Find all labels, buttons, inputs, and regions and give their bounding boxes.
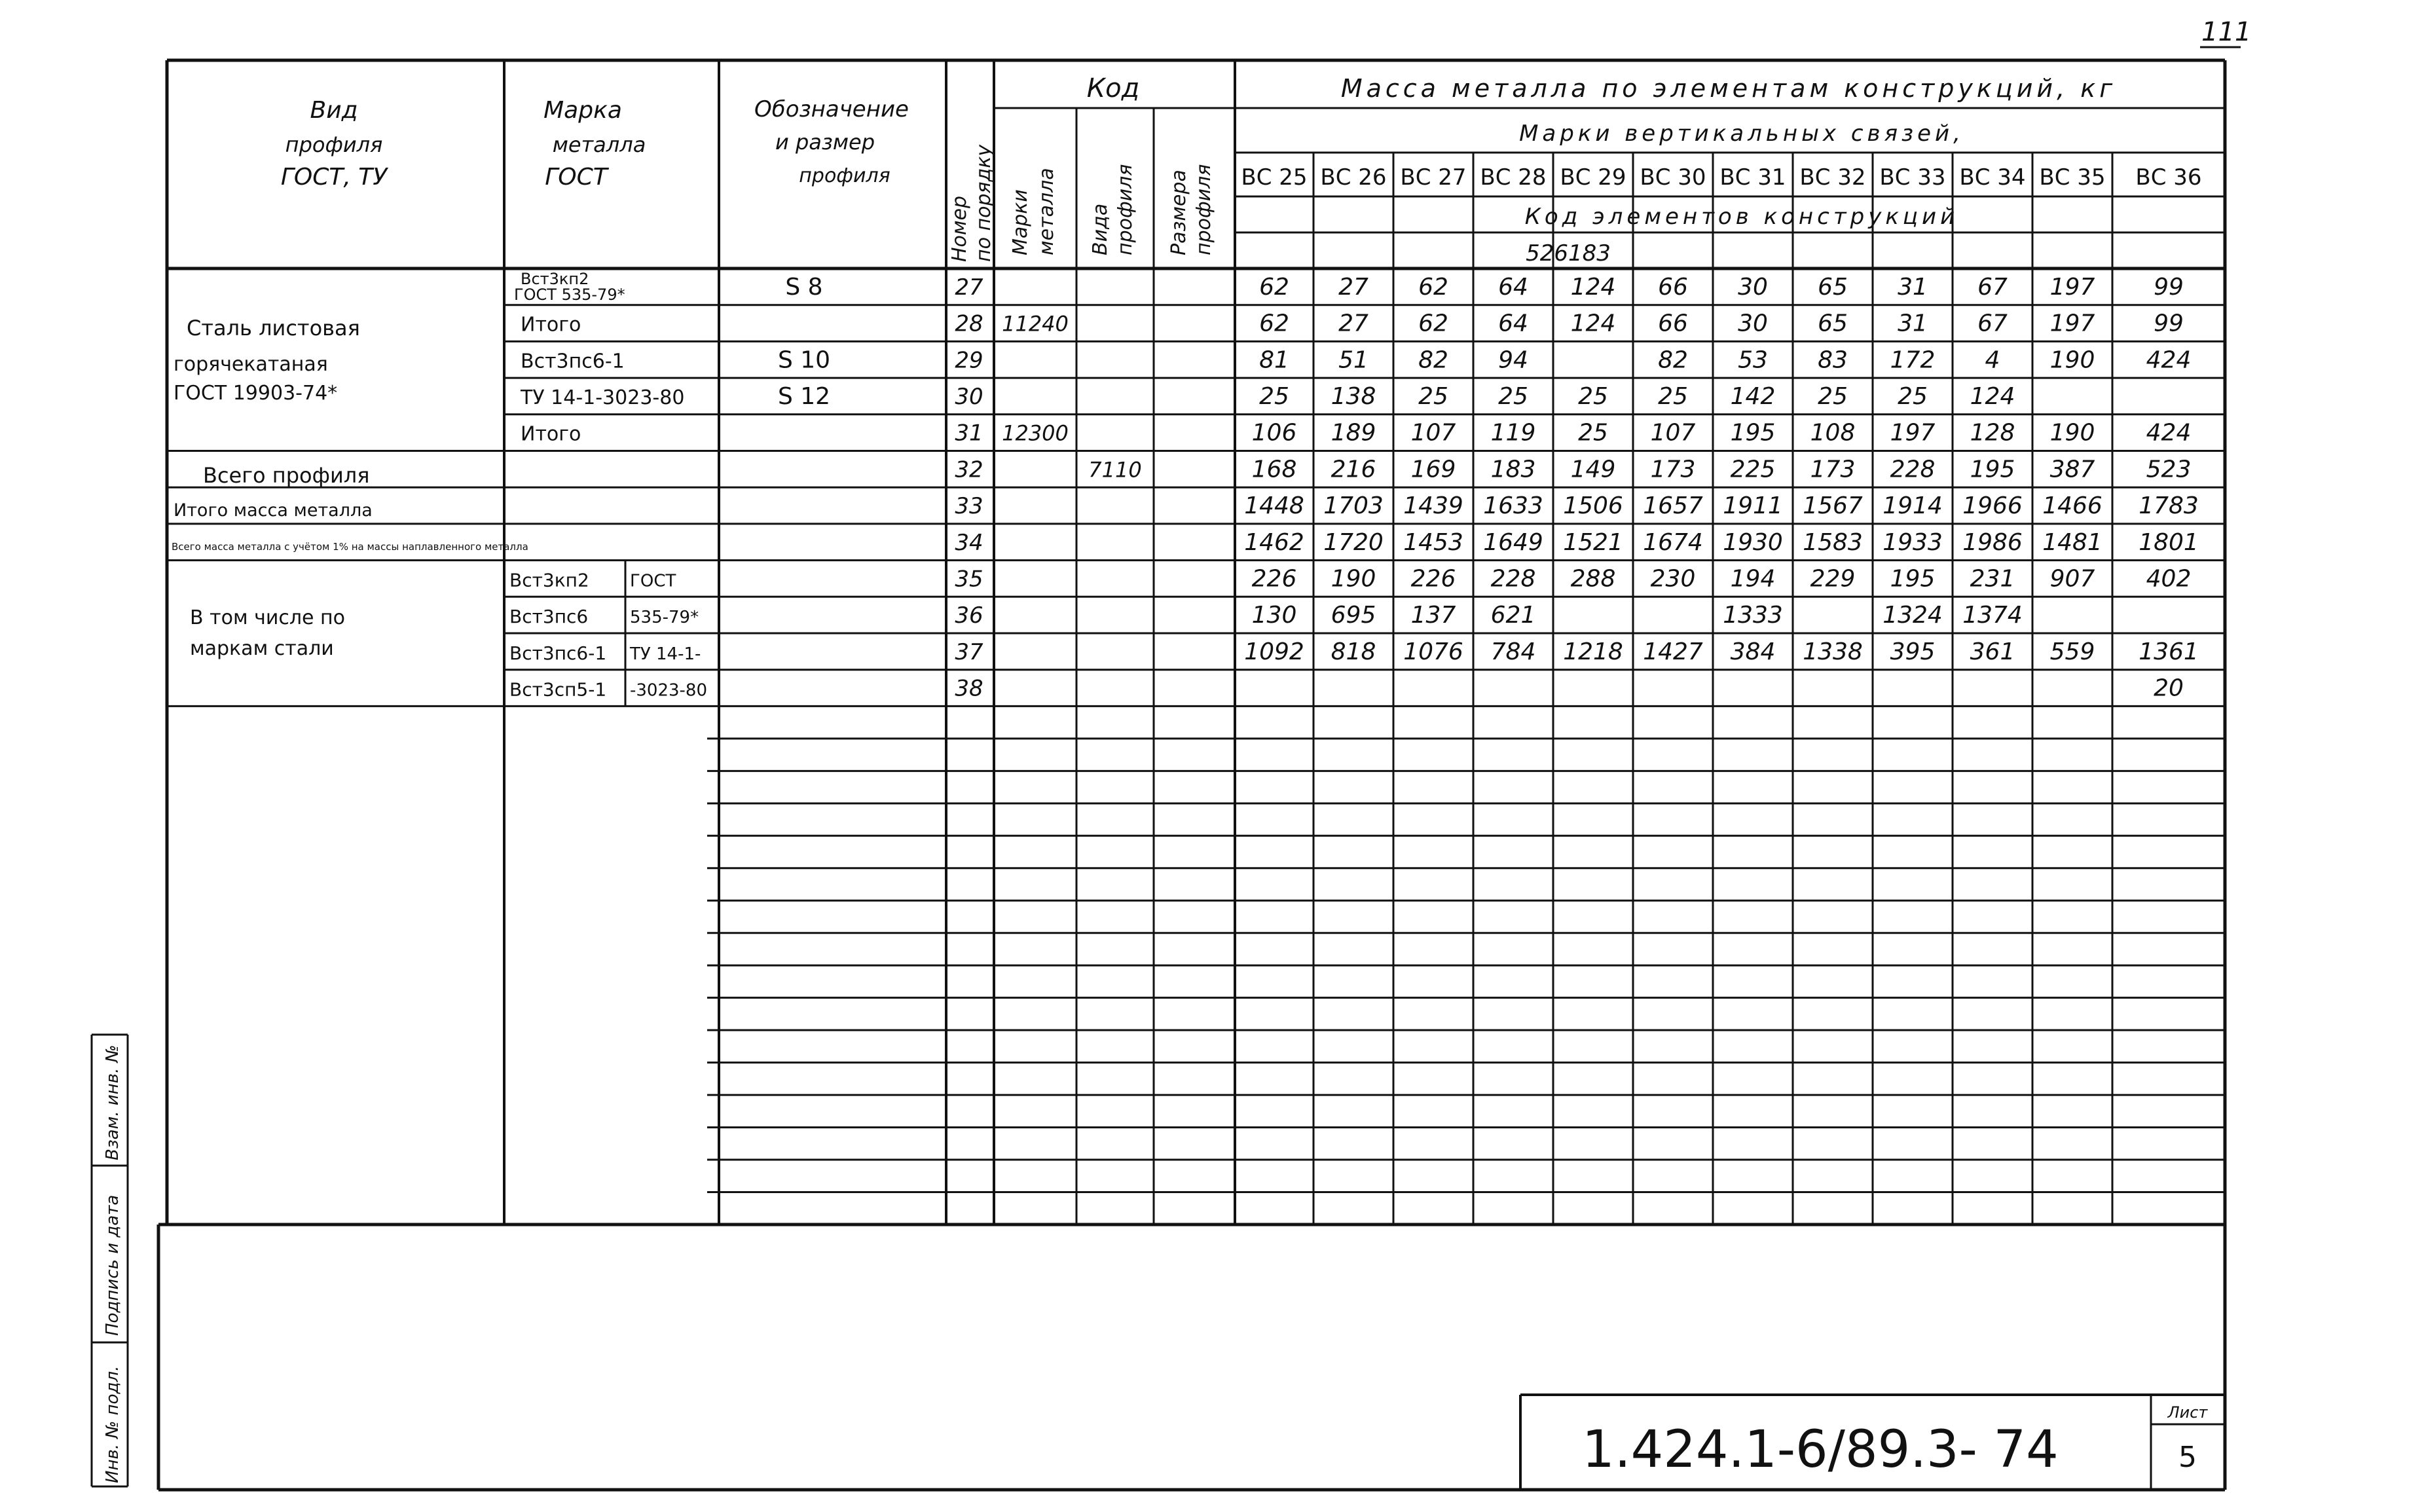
row-value: 31 [1898, 310, 1928, 337]
row-number: 35 [955, 566, 983, 593]
header-profile-type: Вид [310, 97, 358, 124]
row-value: 1076 [1403, 638, 1463, 665]
row-value: 1324 [1882, 602, 1943, 629]
row-grade: Итого [521, 422, 581, 446]
header-code-size: Размера [1167, 170, 1190, 255]
row-number: 32 [955, 456, 983, 483]
row-value: 94 [1498, 346, 1528, 374]
row-value: 784 [1490, 638, 1536, 665]
row-number: 27 [955, 274, 983, 301]
row-number: 37 [955, 638, 983, 665]
row-value: 1649 [1483, 528, 1543, 556]
stamp-replacement-no: Взам. инв. № [103, 1044, 122, 1160]
column-header-30: ВС 30 [1640, 164, 1706, 191]
row-value: 27 [1338, 310, 1368, 337]
row-value: 83 [1818, 346, 1848, 374]
row-value: 523 [2146, 456, 2192, 483]
row-number: 28 [955, 310, 983, 337]
row-grade-standard: ТУ 14-1- [630, 644, 701, 664]
row-value: 818 [1331, 638, 1376, 665]
row-designation: S 8 [785, 273, 823, 301]
group-steel-label: горячекатаная [174, 353, 328, 376]
row-value: 194 [1730, 565, 1776, 593]
sheet-label: Лист [2167, 1403, 2208, 1422]
row-value: 190 [2049, 419, 2095, 447]
column-header-27: ВС 27 [1400, 164, 1467, 191]
row-value: 195 [1970, 456, 2015, 483]
row-code-metal: 11240 [1002, 311, 1069, 337]
row-value: 1521 [1563, 528, 1623, 556]
row-grade: Вст3кп2 [509, 569, 589, 591]
header-profile-type: профиля [285, 132, 383, 157]
row-value: 64 [1498, 310, 1528, 337]
row-grade-standard: ГОСТ [630, 571, 676, 591]
row-value: 195 [1890, 565, 1936, 593]
row-value: 424 [2146, 346, 2192, 374]
row-grade: Вст3пс6-1 [521, 350, 625, 373]
row-value: 31 [1898, 273, 1928, 301]
row-value: 1703 [1323, 492, 1384, 520]
row-grade: Вст3пс6 [509, 606, 589, 628]
header-code-profile: Вида [1089, 203, 1112, 255]
row-value: 395 [1890, 638, 1936, 665]
row-value: 559 [2049, 638, 2095, 665]
row-value: 25 [1578, 382, 1608, 410]
row-value: 53 [1738, 346, 1768, 374]
row-value: 621 [1490, 602, 1536, 629]
header-code-profile: профиля [1114, 164, 1137, 255]
row-number: 31 [955, 420, 983, 447]
row-value: 82 [1418, 346, 1448, 374]
row-value: 1720 [1323, 528, 1384, 556]
row-value: 62 [1259, 273, 1289, 301]
row-value: 189 [1331, 419, 1376, 447]
header-row-number: по порядку [972, 144, 995, 262]
row-grade-standard: -3023-80 [630, 680, 708, 701]
row-value: 124 [1970, 382, 2015, 410]
stamp-inventory-no: Инв. № подл. [103, 1365, 122, 1483]
row-value: 99 [2154, 310, 2184, 337]
table-grid [92, 47, 2241, 1490]
header-code-metal: металла [1035, 168, 1058, 255]
row-value: 62 [1259, 310, 1289, 337]
row-grade-standard: 535-79* [630, 608, 699, 628]
row-value: 67 [1977, 273, 2008, 301]
row-value: 1338 [1803, 638, 1863, 665]
table-text [103, 17, 2251, 1483]
row-value: 288 [1570, 565, 1616, 593]
row-value: 1481 [2042, 528, 2103, 556]
row-value: 27 [1338, 273, 1368, 301]
row-value: 1427 [1643, 638, 1703, 665]
row-value: 1448 [1244, 492, 1304, 520]
row-value: 1657 [1643, 492, 1703, 520]
row-value: 99 [2154, 273, 2184, 301]
row-value: 1453 [1403, 528, 1463, 556]
row-number: 34 [955, 529, 983, 556]
row-value: 25 [1898, 382, 1928, 410]
row-value: 62 [1418, 310, 1448, 337]
group-by-grade: В том числе по [190, 606, 345, 629]
row-value: 67 [1977, 310, 2008, 337]
row-value: 137 [1410, 602, 1456, 629]
column-header-26: ВС 26 [1320, 164, 1387, 191]
group-by-grade: маркам стали [190, 637, 334, 660]
row-value: 907 [2049, 565, 2095, 593]
column-header-28: ВС 28 [1480, 164, 1547, 191]
row-value: 228 [1490, 565, 1536, 593]
row-value: 25 [1418, 382, 1448, 410]
row-value: 183 [1490, 456, 1536, 483]
row-value: 1674 [1643, 528, 1703, 556]
row-value: 1361 [2139, 638, 2199, 665]
row-value: 138 [1331, 382, 1376, 410]
row-value: 1333 [1723, 602, 1783, 629]
sheet-number-top: 111 [2201, 17, 2252, 47]
row-value: 1966 [1962, 492, 2023, 520]
row-value: 1914 [1882, 492, 1943, 520]
row-value: 65 [1818, 310, 1848, 337]
row-value: 1374 [1962, 602, 2023, 629]
column-header-32: ВС 32 [1799, 164, 1866, 191]
column-header-33: ВС 33 [1879, 164, 1946, 191]
row-value: 20 [2154, 674, 2184, 702]
row-value: 119 [1490, 419, 1536, 447]
row-grade: Итого [521, 313, 581, 337]
column-header-34: ВС 34 [1959, 164, 2026, 191]
row-grade: Вст3сп5-1 [509, 678, 607, 701]
column-header-25: ВС 25 [1241, 164, 1308, 191]
row-value: 172 [1890, 346, 1936, 374]
header-code-size: профиля [1192, 164, 1215, 255]
row-value: 1986 [1962, 528, 2023, 556]
row-value: 361 [1970, 638, 2015, 665]
row-value: 82 [1658, 346, 1688, 374]
row-value: 216 [1331, 456, 1376, 483]
row-value: 197 [1890, 419, 1936, 447]
header-mass-title: Масса металла по элементам конструкций, кг [1340, 74, 2117, 103]
header-code-metal: Марки [1009, 189, 1032, 255]
row-value: 1462 [1244, 528, 1304, 556]
row-value: 65 [1818, 273, 1848, 301]
row-value: 197 [2049, 310, 2095, 337]
row-value: 169 [1410, 456, 1456, 483]
row-value: 51 [1338, 346, 1368, 374]
column-header-36: ВС 36 [2135, 164, 2202, 191]
row-grade: Вст3кп2 [521, 270, 589, 288]
row-number: 29 [955, 347, 983, 374]
row-number: 36 [955, 602, 983, 629]
header-metal-grade: металла [552, 132, 646, 157]
elements-code-value: 526183 [1526, 240, 1611, 267]
row-value: 107 [1650, 419, 1696, 447]
row-number: 30 [955, 383, 983, 410]
row-value: 149 [1570, 456, 1616, 483]
row-value: 64 [1498, 273, 1528, 301]
row-value: 4 [1985, 346, 2000, 374]
row-value: 225 [1730, 456, 1776, 483]
row-number: 33 [955, 493, 983, 520]
row-value: 228 [1890, 456, 1936, 483]
row-value: 66 [1658, 273, 1688, 301]
row-value: 128 [1970, 419, 2015, 447]
row-value: 226 [1251, 565, 1297, 593]
row-value: 106 [1251, 419, 1297, 447]
row-value: 190 [2049, 346, 2095, 374]
header-profile-type: ГОСТ, ТУ [280, 164, 388, 191]
row-value: 25 [1658, 382, 1688, 410]
group-total-with-weld: Всего масса металла с учётом 1% на массы наплавленного металла [172, 541, 528, 553]
document-code: 1.424.1-6/89.3- 74 [1582, 1420, 2059, 1479]
row-value: 62 [1418, 273, 1448, 301]
row-value: 424 [2146, 419, 2192, 447]
stamp-signature-date: Подпись и дата [103, 1194, 122, 1336]
row-value: 130 [1251, 602, 1297, 629]
header-elements-code-title: Код элементов конструкций [1524, 204, 1959, 230]
row-value: 384 [1730, 638, 1776, 665]
column-header-35: ВС 35 [2039, 164, 2106, 191]
row-value: 168 [1251, 456, 1297, 483]
row-grade: Вст3пс6-1 [509, 642, 607, 664]
header-designation: профиля [799, 164, 891, 187]
row-value: 229 [1810, 565, 1856, 593]
header-code: Код [1086, 73, 1140, 103]
row-value: 190 [1331, 565, 1376, 593]
row-value: 195 [1730, 419, 1776, 447]
header-metal-grade: Марка [543, 97, 622, 124]
row-value: 1092 [1244, 638, 1304, 665]
row-value: 124 [1570, 273, 1616, 301]
row-value: 387 [2049, 456, 2095, 483]
row-value: 25 [1818, 382, 1848, 410]
row-value: 226 [1410, 565, 1456, 593]
row-value: 1439 [1403, 492, 1463, 520]
row-value: 173 [1650, 456, 1696, 483]
row-value: 107 [1410, 419, 1456, 447]
row-value: 30 [1738, 310, 1768, 337]
row-value: 25 [1259, 382, 1289, 410]
row-value: 1583 [1803, 528, 1863, 556]
row-value: 1801 [2139, 528, 2199, 556]
row-value: 1567 [1803, 492, 1863, 520]
row-value: 402 [2146, 565, 2192, 593]
row-value: 231 [1970, 565, 2015, 593]
group-steel-label: ГОСТ 19903-74* [174, 382, 338, 405]
row-value: 66 [1658, 310, 1688, 337]
group-total-mass: Итого масса металла [174, 500, 373, 521]
row-grade-standard: ГОСТ 535-79* [514, 286, 625, 304]
row-value: 1930 [1723, 528, 1783, 556]
group-steel-label: Сталь листовая [187, 316, 360, 341]
row-value: 1911 [1723, 492, 1783, 520]
row-number: 38 [955, 675, 983, 702]
column-header-29: ВС 29 [1560, 164, 1626, 191]
row-code-profile: 7110 [1088, 457, 1142, 483]
row-value: 1933 [1882, 528, 1943, 556]
row-designation: S 10 [777, 346, 831, 374]
row-designation: S 12 [777, 382, 831, 410]
header-marks-title: Марки вертикальных связей, [1519, 120, 1964, 147]
row-value: 108 [1810, 419, 1856, 447]
row-value: 1783 [2139, 492, 2199, 520]
row-value: 25 [1578, 419, 1608, 447]
row-code-metal: 12300 [1002, 420, 1069, 446]
group-total-profile: Всего профиля [203, 463, 370, 488]
row-value: 1506 [1563, 492, 1623, 520]
header-row-number: Номер [948, 195, 971, 262]
row-grade: ТУ 14-1-3023-80 [521, 386, 685, 409]
row-value: 142 [1730, 382, 1776, 410]
row-value: 124 [1570, 310, 1616, 337]
row-value: 197 [2049, 273, 2095, 301]
header-designation: Обозначение [754, 96, 909, 122]
row-value: 1218 [1563, 638, 1623, 665]
row-value: 30 [1738, 273, 1768, 301]
row-value: 1466 [2042, 492, 2103, 520]
row-value: 1633 [1483, 492, 1543, 520]
row-value: 81 [1259, 346, 1289, 374]
sheet-value: 5 [2178, 1441, 2197, 1474]
row-value: 695 [1331, 602, 1376, 629]
column-header-31: ВС 31 [1719, 164, 1786, 191]
row-value: 230 [1650, 565, 1696, 593]
row-value: 173 [1810, 456, 1856, 483]
row-value: 25 [1498, 382, 1528, 410]
header-metal-grade: ГОСТ [545, 164, 608, 191]
header-designation: и размер [775, 130, 875, 155]
